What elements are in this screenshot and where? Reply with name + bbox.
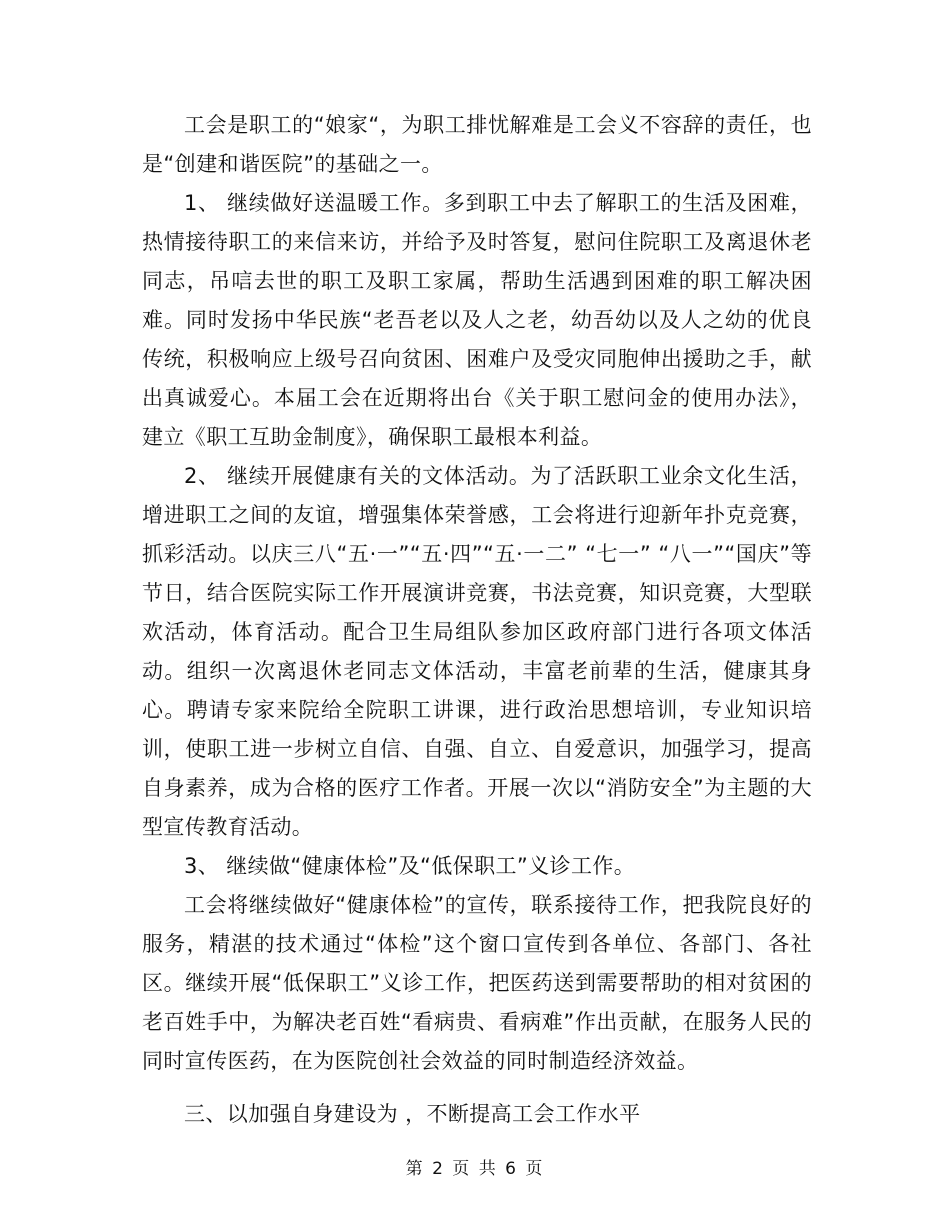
page-number-footer: 第 2 页 共 6 页 (405, 1159, 545, 1179)
paragraph-item-1: 1、 继续做好送温暖工作。多到职工中去了解职工的生活及困难，热情接待职工的来信来访，并给予及时答复，慰问住院职工及离退休老同志，吊唁去世的职工及职工家属，帮助生活遇到困难的职工解决困难。同时发扬中华民族“老吾老以及人之老，幼吾幼以及人之幼的优良传统，积极响应上级号召向贫困、困难户及受灾同胞伸出援助之手，献出真诚爱心。本届工会在近期将出台《关于职工慰问金的使用办法》，建立《职工互助金制度》，确保职工最根本利益。 (142, 191, 812, 449)
paragraph-item-3-detail: 工会将继续做好“健康体检”的宣传，联系接待工作，把我院良好的服务，精湛的技术通过“体检”这个窗口宣传到各单位、各部门、各社区。继续开展“低保职工”义诊工作，把医药送到需要帮助的相对贫困的老百姓手中，为解决老百姓“看病贵、看病难”作出贡献，在服务人民的同时宣传医药，在为医院创社会效益的同时制造经济效益。 (142, 893, 812, 1073)
section-heading: 三、以加强自身建设为 ，不断提高工会工作水平 (184, 1102, 641, 1126)
document-body (142, 106, 812, 1134)
paragraph-item-2: 2、 继续开展健康有关的文体活动。为了活跃职工业余文化生活，增进职工之间的友谊，增强集体荣誉感，工会将进行迎新年扑克竞赛，抓彩活动。以庆三八“五·一”“五·四”“五·一二” “七一” “八一”“国庆”等节日，结合医院实际工作开展演讲竞赛，书法竞赛，知识竞赛，大型联欢活动，体育活动。配合卫生局组队参加区政府部门进行各项文体活动。组织一次离退休老同志文体活动，丰富老前辈的生活，健康其身心。聘请专家来院给全院职工讲课，进行政治思想培训，专业知识培训，使职工进一步树立自信、自强、自立、自爱意识，加强学习，提高自身素养，成为合格的医疗工作者。开展一次以“消防安全”为主题的大型宣传教育活动。 (142, 464, 812, 839)
paragraph-intro: 工会是职工的“娘家“，为职工排忧解难是工会义不容辞的责任，也是“创建和谐医院”的基础之一。 (142, 113, 812, 176)
paragraph-item-3: 3、 继续做“健康体检”及“低保职工”义诊工作。 (184, 854, 636, 878)
